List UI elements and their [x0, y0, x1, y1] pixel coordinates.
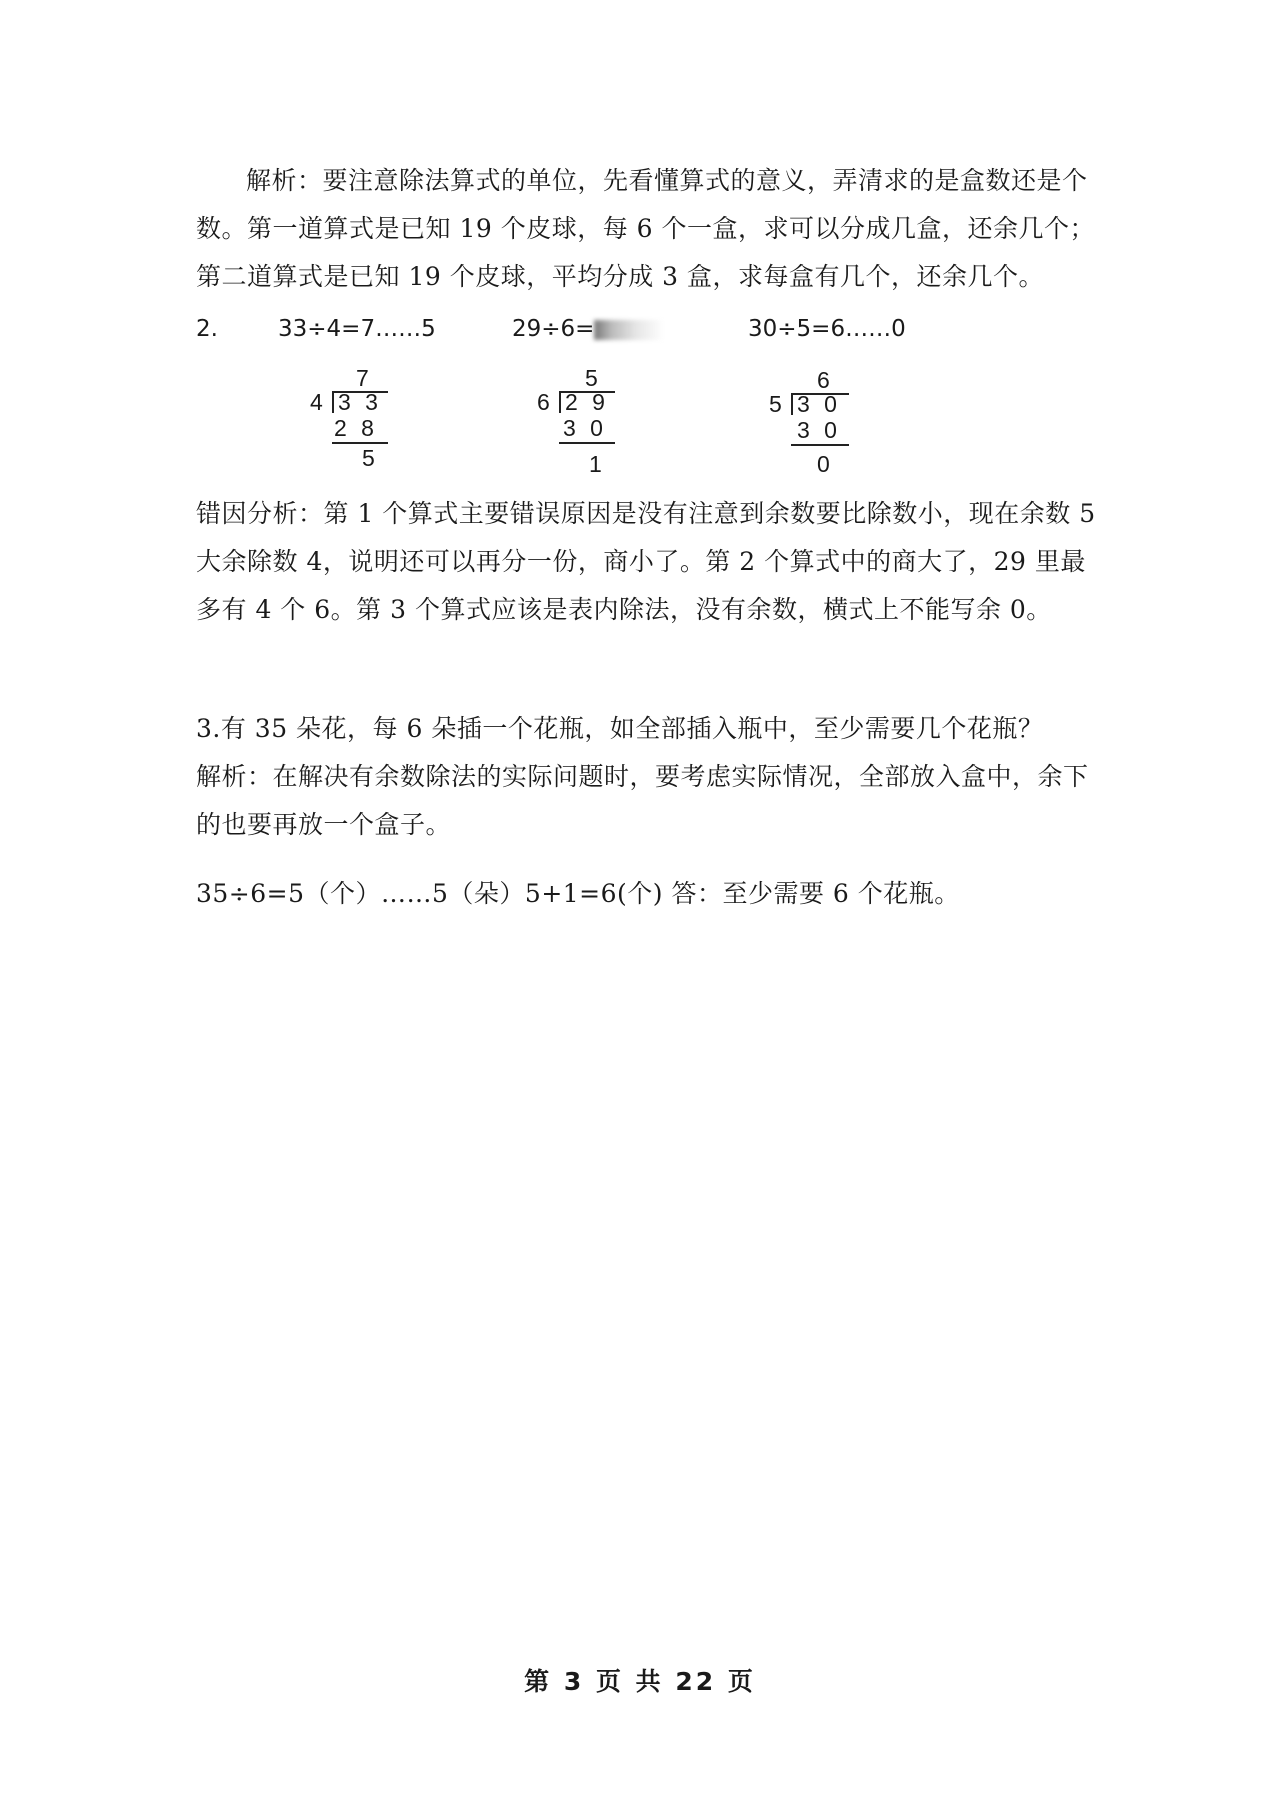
quotient: 6 [817, 367, 834, 393]
division-bracket [559, 391, 561, 413]
quotient: 5 [585, 365, 602, 391]
equation-2-text: 29÷6= [512, 316, 595, 342]
remainder: 0 [817, 451, 834, 477]
subtraction-line [559, 442, 615, 444]
remainder: 5 [362, 445, 379, 471]
divisor: 6 [537, 389, 554, 415]
question-3-block [196, 705, 1096, 849]
analysis-paragraph-1: 解析：要注意除法算式的单位，先看懂算式的意义，弄清求的是盒数还是个数。第一道算式是已知 19 个皮球，每 6 个一盒，求可以分成几盒，还余几个；第二道算式是已知 19 个皮球，平均分成 3 盒，求每盒有几个，还余几个。 [196, 166, 1096, 291]
division-bracket [332, 391, 334, 413]
error-analysis-paragraph: 错因分析：第 1 个算式主要错误原因是没有注意到余数要比除数小，现在余数 5 大余除数 4，说明还可以再分一份，商小了。第 2 个算式中的商大了，29 里最多有 4 个 6。第 3 个算式应该是表内除法，没有余数，横式上不能写余 0。 [196, 499, 1096, 624]
question-3-answer: 35÷6=5（个）……5（朵）5+1=6(个) 答：至少需要 6 个花瓶。 [196, 879, 960, 908]
subtrahend: 3 0 [563, 415, 607, 441]
equation-3: 30÷5=6……0 [748, 316, 906, 342]
remainder: 1 [589, 451, 606, 477]
question-2-number: 2. [196, 316, 218, 342]
divisor: 5 [769, 391, 786, 417]
blurred-answer [594, 320, 664, 340]
question-3-text: 3.有 35 朵花，每 6 朵插一个花瓶，如全部插入瓶中，至少需要几个花瓶？ [196, 714, 1044, 743]
quotient: 7 [356, 365, 373, 391]
dividend: 2 9 [565, 389, 609, 415]
equation-2 [512, 316, 664, 342]
subtrahend: 3 0 [797, 417, 841, 443]
subtraction-line [791, 444, 849, 446]
subtrahend: 2 8 [334, 415, 378, 441]
divisor: 4 [310, 389, 327, 415]
equation-1: 33÷4=7……5 [278, 316, 436, 342]
subtraction-line [332, 442, 388, 444]
page-footer: 第 3 页 共 22 页 [524, 1667, 756, 1696]
dividend: 3 0 [797, 391, 841, 417]
question-3-analysis: 解析：在解决有余数除法的实际问题时，要考虑实际情况，全部放入盒中，余下的也要再放一个盒子。 [196, 762, 1089, 839]
dividend: 3 3 [338, 389, 382, 415]
division-bracket [791, 393, 793, 415]
